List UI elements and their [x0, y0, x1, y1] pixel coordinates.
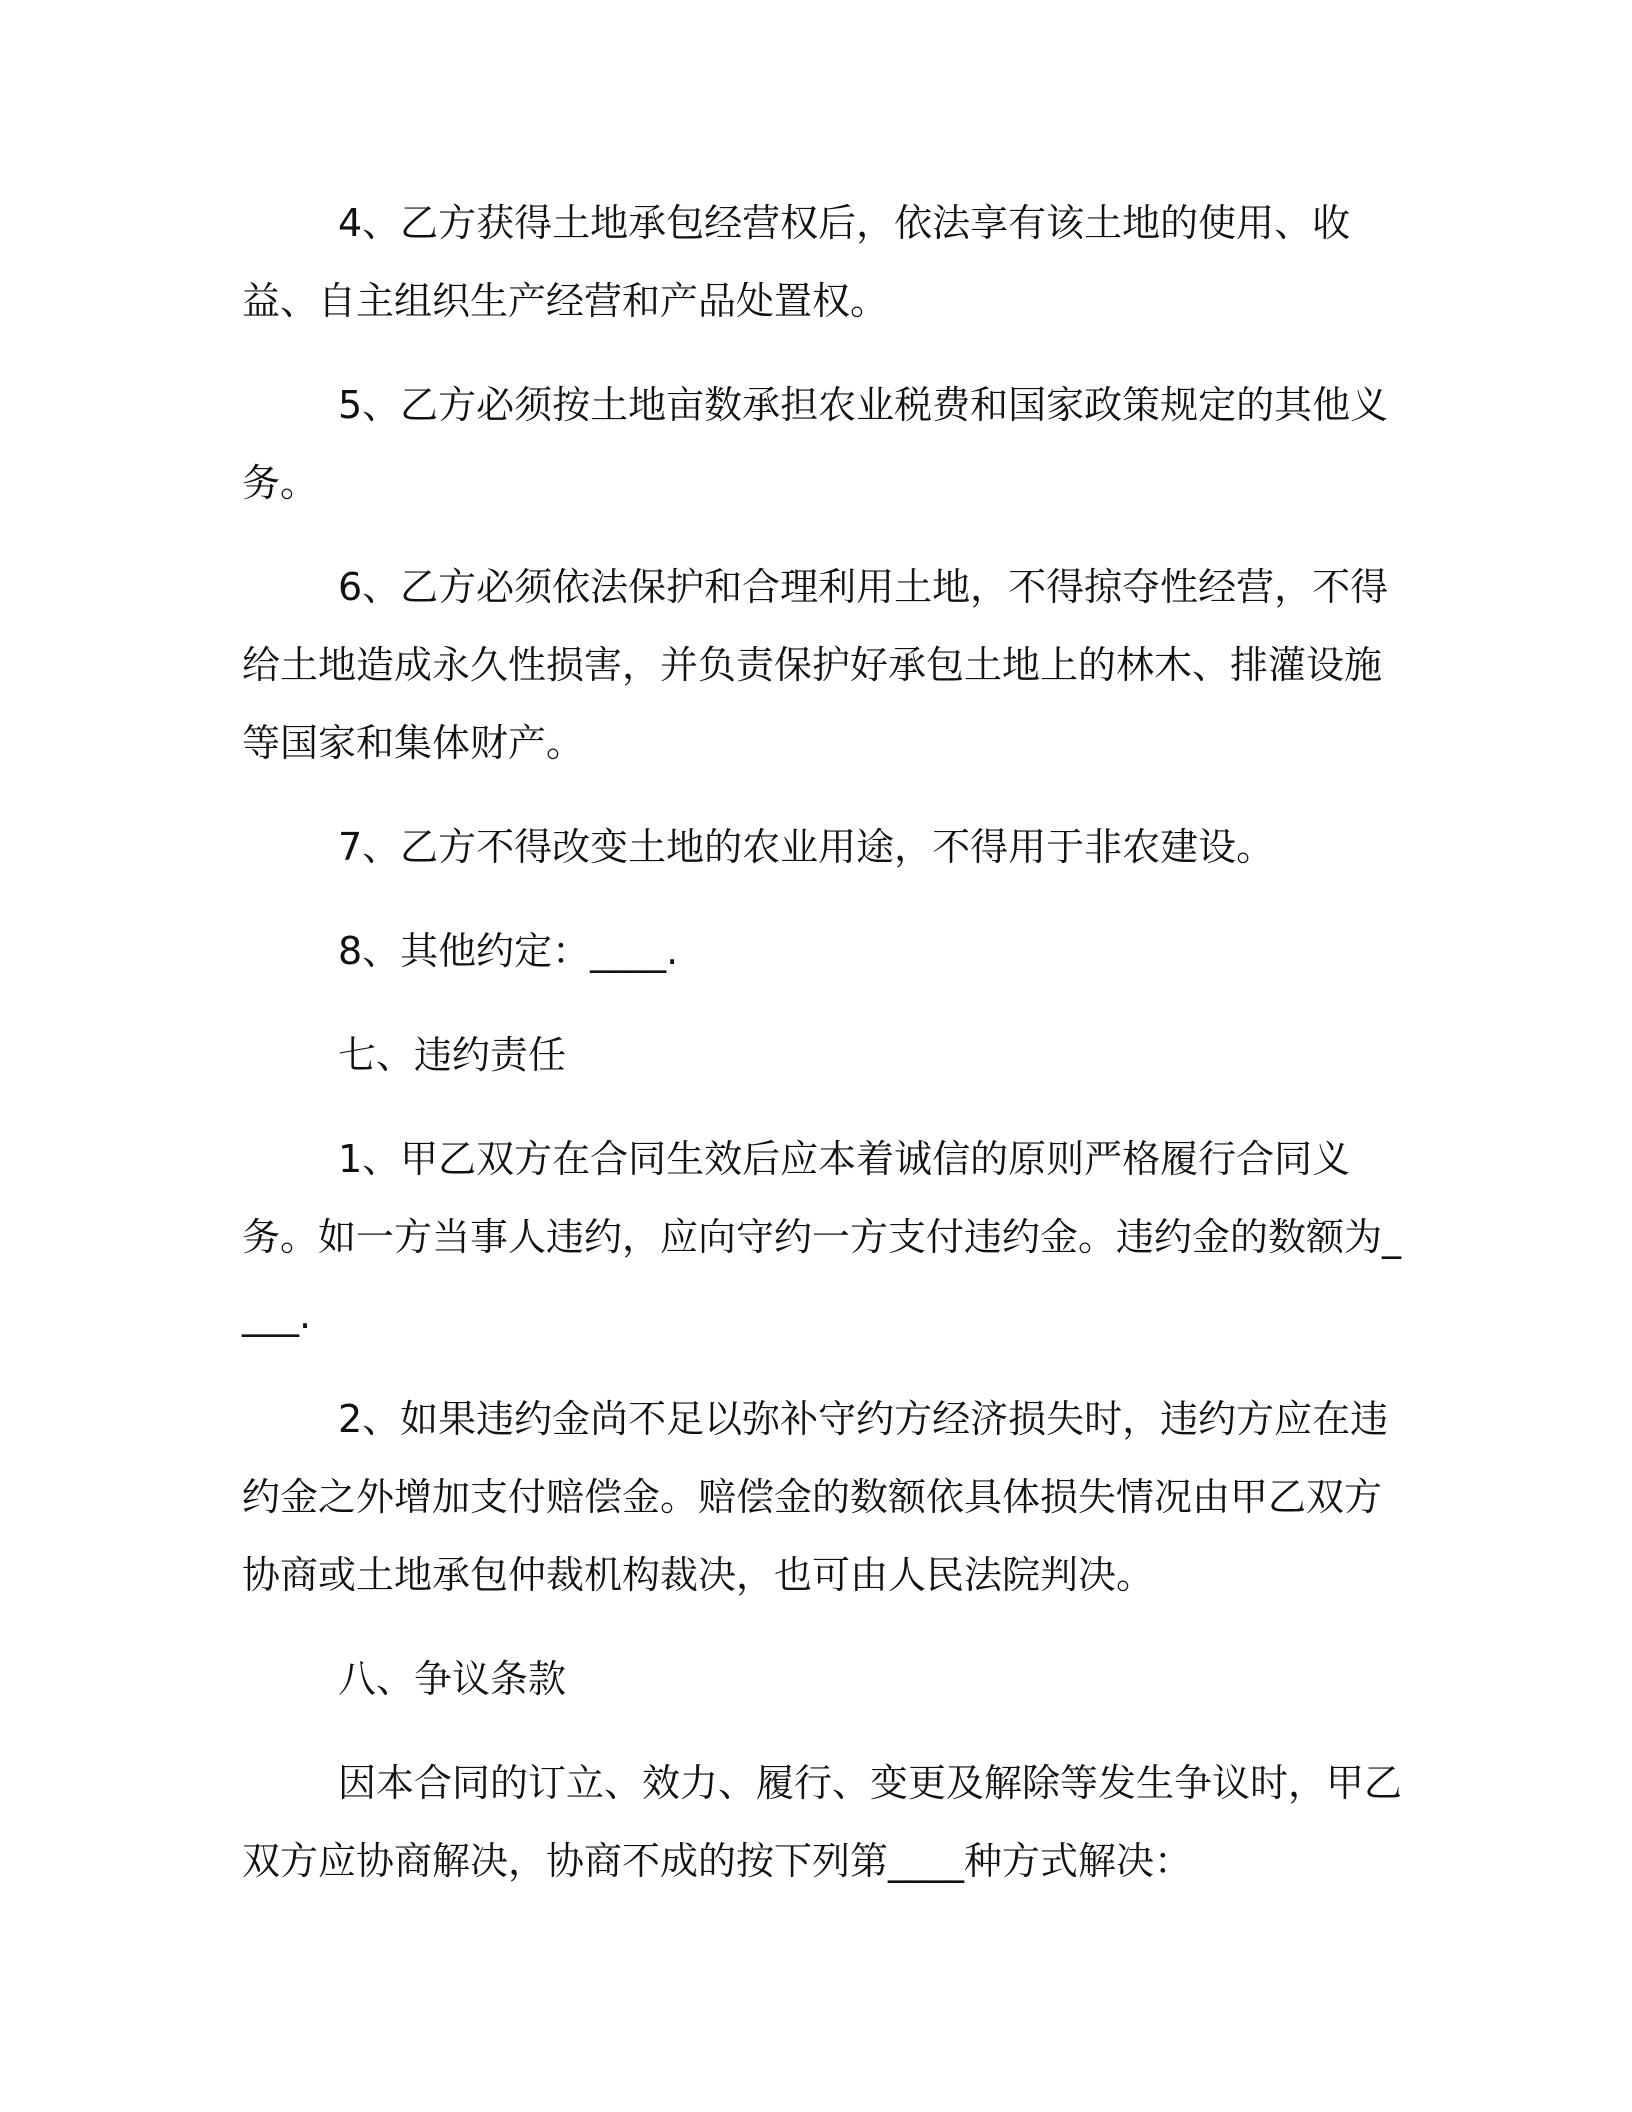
dispute-clause: 因本合同的订立、效力、履行、变更及解除等发生争议时，甲乙双方应协商解决，协商不成的按下列第____种方式解决：	[242, 1761, 1403, 1883]
clause-7: 7、乙方不得改变土地的农业用途，不得用于非农建设。	[338, 825, 1275, 869]
breach-clause-2: 2、如果违约金尚不足以弥补守约方经济损失时，违约方应在违约金之外增加支付赔偿金。赔偿金的数额依具体损失情况由甲乙双方协商或土地承包仲裁机构裁决，也可由人民法院判决。	[242, 1397, 1389, 1597]
document-body	[242, 184, 1402, 1926]
clause-4: 4、乙方获得土地承包经营权后，依法享有该土地的使用、收益、自主组织生产经营和产品处置权。	[242, 201, 1351, 323]
clause-5: 5、乙方必须按土地亩数承担农业税费和国家政策规定的其他义务。	[242, 383, 1389, 505]
clause-8: 8、其他约定：____.	[338, 929, 679, 973]
breach-clause-1: 1、甲乙双方在合同生效后应本着诚信的原则严格履行合同义务。如一方当事人违约，应向守约一方支付违约金。违约金的数额为____.	[242, 1137, 1402, 1337]
section-heading-dispute: 八、争议条款	[338, 1657, 567, 1701]
clause-6: 6、乙方必须依法保护和合理利用土地，不得掠夺性经营，不得给土地造成永久性损害，并负责保护好承包土地上的林木、排灌设施等国家和集体财产。	[242, 565, 1389, 765]
section-heading-breach-liability: 七、违约责任	[338, 1033, 567, 1077]
